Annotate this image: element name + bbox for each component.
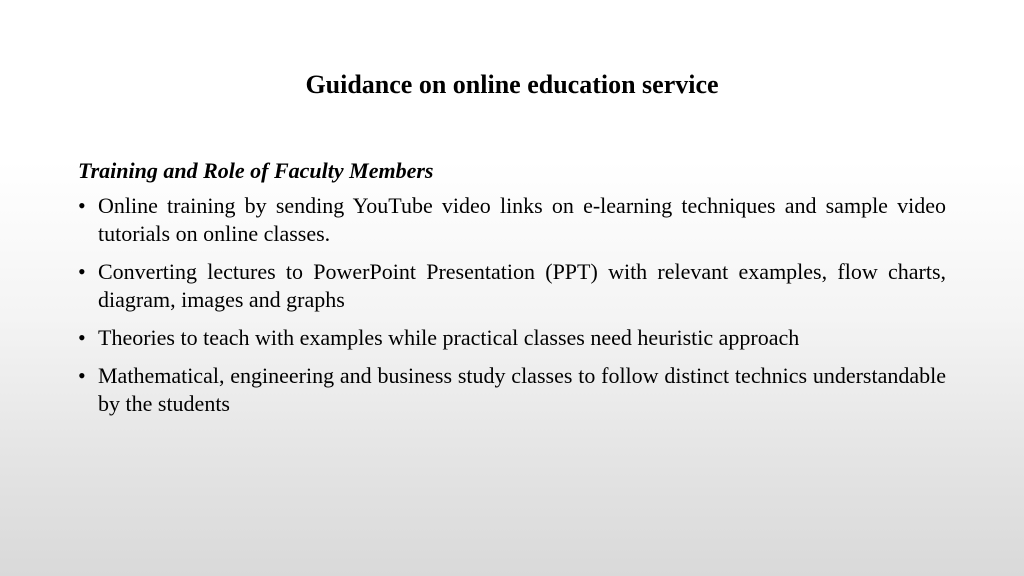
bullet-text: Mathematical, engineering and business study classes to follow distinct technics understandable by the students xyxy=(98,363,946,416)
bullet-dot-icon: • xyxy=(78,193,86,218)
slide-content xyxy=(78,156,946,428)
bullet-text: Online training by sending YouTube video links on e-learning techniques and sample video tutorials on online classes. xyxy=(98,193,946,246)
bullet-list xyxy=(78,192,946,418)
bullet-text: Converting lectures to PowerPoint Presentation (PPT) with relevant examples, flow charts, diagram, images and graphs xyxy=(98,259,946,312)
bullet-dot-icon: • xyxy=(78,325,86,350)
slide-title: Guidance on online education service xyxy=(305,70,719,99)
bullet-item xyxy=(78,324,946,352)
bullet-item xyxy=(78,258,946,314)
bullet-dot-icon: • xyxy=(78,259,86,284)
bullet-item xyxy=(78,362,946,418)
section-subheading: Training and Role of Faculty Members xyxy=(78,158,434,183)
bullet-text: Theories to teach with examples while practical classes need heuristic approach xyxy=(98,325,800,350)
bullet-dot-icon: • xyxy=(78,363,86,388)
bullet-item xyxy=(78,192,946,248)
